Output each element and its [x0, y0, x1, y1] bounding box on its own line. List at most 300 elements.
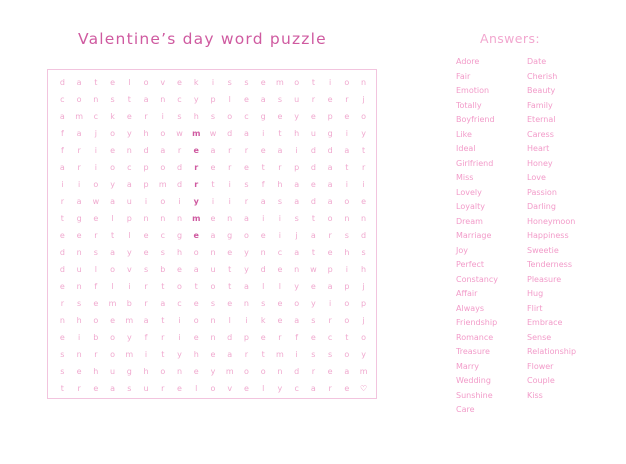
grid-letter: y [361, 128, 366, 138]
grid-letter: e [310, 333, 316, 343]
grid-letter: n [160, 94, 166, 104]
grid-letter: l [128, 77, 131, 87]
grid-letter: i [178, 316, 181, 326]
grid-letter: c [127, 162, 132, 172]
grid-letter: o [344, 77, 350, 87]
grid-letter: e [260, 333, 266, 343]
grid-letter: o [110, 128, 116, 138]
grid-letter: t [311, 247, 315, 257]
grid-letter: r [361, 162, 366, 172]
grid-letter: e [327, 94, 333, 104]
grid-letter: k [193, 77, 199, 87]
grid-letter: i [362, 179, 365, 189]
answer-word: Loyalty [456, 202, 485, 211]
grid-letter: y [177, 350, 182, 360]
grid-letter: g [227, 230, 233, 240]
grid-letter: e [177, 77, 182, 87]
grid-letter: a [327, 179, 333, 189]
grid-letter: v [227, 384, 233, 394]
heart-icon: ♡ [360, 384, 368, 394]
grid-letter: d [176, 162, 183, 172]
grid-letter: a [227, 350, 233, 360]
answer-word: Miss [456, 173, 474, 182]
grid-letter: a [327, 282, 333, 292]
grid-letter: i [262, 213, 265, 223]
grid-letter: d [143, 145, 149, 155]
grid-letter: m [125, 350, 134, 360]
grid-letter: y [361, 350, 366, 360]
answer-word: Hug [527, 289, 544, 298]
grid-row [54, 159, 372, 176]
grid-letter: i [262, 128, 265, 138]
letter-grid [54, 74, 372, 398]
answers-heading: Answers: [480, 31, 540, 46]
answers-list-left [456, 55, 498, 418]
grid-letter: o [110, 162, 116, 172]
grid-letter: g [76, 213, 82, 223]
grid-letter: a [310, 384, 316, 394]
grid-letter: f [94, 282, 98, 292]
grid-letter: s [311, 350, 316, 360]
grid-letter: o [260, 367, 266, 377]
grid-letter: y [244, 247, 249, 257]
answer-word: Darling [527, 202, 556, 211]
grid-letter: e [327, 247, 333, 257]
grid-row [54, 227, 372, 244]
grid-letter: r [328, 230, 332, 240]
grid-letter: i [144, 196, 148, 206]
answer-word: Marry [456, 361, 479, 371]
grid-letter: o [110, 265, 116, 275]
grid-letter: m [276, 350, 284, 360]
grid-letter: n [76, 350, 82, 360]
answer-word: Marriage [456, 231, 492, 240]
grid-letter: r [144, 299, 148, 309]
grid-letter: a [110, 384, 116, 394]
grid-letter: a [310, 230, 316, 240]
answer-word: Emotion [456, 86, 490, 95]
grid-letter: d [227, 128, 233, 138]
grid-letter: r [194, 162, 199, 172]
answer-word: Relationship [527, 347, 577, 356]
grid-letter: i [278, 230, 282, 240]
grid-letter: o [210, 282, 216, 292]
grid-letter: y [294, 111, 300, 121]
grid-letter: e [59, 333, 65, 343]
grid-letter: b [126, 299, 132, 309]
grid-letter: e [76, 367, 82, 377]
grid-letter: a [294, 247, 300, 257]
answer-word: Like [456, 129, 472, 139]
grid-letter: t [161, 282, 165, 292]
grid-letter: p [361, 299, 367, 309]
grid-letter: o [210, 384, 216, 394]
grid-letter: t [60, 384, 64, 394]
grid-letter: a [160, 145, 166, 155]
grid-letter: d [310, 162, 316, 172]
grid-letter: d [310, 196, 316, 206]
grid-letter: t [211, 179, 215, 189]
grid-letter: e [110, 145, 116, 155]
grid-letter: a [294, 316, 300, 326]
grid-letter: e [260, 77, 266, 87]
grid-row [54, 142, 372, 159]
grid-letter: o [344, 196, 350, 206]
grid-letter: h [143, 367, 149, 377]
grid-letter: s [294, 213, 299, 223]
grid-row [54, 125, 372, 142]
grid-letter: s [110, 94, 115, 104]
grid-letter: d [260, 265, 266, 275]
grid-letter: n [160, 213, 166, 223]
grid-letter: i [329, 77, 332, 87]
grid-row [54, 364, 372, 381]
grid-letter: c [60, 94, 65, 104]
grid-letter: c [160, 230, 165, 240]
grid-letter: r [77, 162, 81, 172]
answer-word: Couple [527, 376, 555, 385]
grid-letter: y [126, 333, 132, 343]
grid-row [54, 347, 372, 364]
grid-letter: h [361, 265, 367, 275]
grid-letter: i [329, 299, 332, 309]
grid-letter: o [361, 333, 367, 343]
grid-letter: l [228, 316, 231, 326]
grid-letter: o [243, 367, 249, 377]
grid-letter: a [126, 179, 132, 189]
answer-word: Beauty [527, 86, 556, 95]
grid-letter: i [178, 333, 181, 343]
grid-letter: o [143, 77, 149, 87]
grid-letter: o [227, 111, 233, 121]
answer-word: Constancy [456, 274, 498, 284]
grid-letter: s [60, 367, 65, 377]
grid-letter: a [260, 196, 266, 206]
grid-row [54, 244, 372, 261]
grid-letter: i [211, 77, 215, 87]
grid-letter: a [59, 111, 65, 121]
grid-letter: j [295, 230, 298, 240]
grid-letter: l [278, 282, 282, 292]
answer-word: Friendship [456, 318, 498, 327]
grid-letter: l [228, 94, 231, 104]
grid-letter: r [244, 350, 249, 360]
grid-letter: i [77, 179, 81, 189]
grid-letter: e [177, 384, 182, 394]
grid-letter: r [94, 350, 98, 360]
answer-word: Affair [456, 289, 478, 298]
grid-letter: t [261, 162, 265, 172]
grid-letter: g [126, 367, 132, 377]
grid-letter: t [311, 77, 315, 87]
grid-letter: p [126, 213, 132, 223]
grid-letter: i [228, 196, 231, 206]
answer-word: Adore [456, 57, 480, 66]
grid-letter: b [93, 333, 99, 343]
grid-letter: e [59, 230, 65, 240]
grid-letter: o [93, 179, 99, 189]
grid-letter: h [93, 367, 99, 377]
grid-letter: v [160, 77, 166, 87]
grid-letter: r [311, 94, 316, 104]
grid-letter: m [192, 128, 201, 138]
grid-letter: h [76, 316, 82, 326]
grid-row [54, 313, 372, 330]
grid-letter: a [76, 196, 82, 206]
grid-letter: e [110, 316, 116, 326]
grid-letter: a [110, 196, 116, 206]
grid-letter: r [161, 333, 165, 343]
grid-letter: i [278, 213, 282, 223]
grid-letter: g [327, 128, 333, 138]
grid-letter: e [227, 299, 233, 309]
grid-letter: n [210, 247, 216, 257]
grid-letter: i [161, 111, 164, 121]
answer-word: Lovely [456, 187, 482, 197]
grid-letter: m [359, 367, 368, 377]
grid-letter: r [77, 145, 81, 155]
grid-letter: d [59, 265, 65, 275]
grid-letter: t [228, 282, 232, 292]
grid-letter: m [276, 77, 284, 87]
grid-letter: o [344, 350, 350, 360]
grid-letter: e [277, 316, 283, 326]
grid-letter: e [277, 265, 283, 275]
grid-letter: h [176, 247, 183, 257]
grid-letter: j [362, 94, 365, 104]
grid-letter: m [192, 213, 201, 223]
grid-letter: e [143, 230, 149, 240]
grid-letter: s [328, 350, 333, 360]
grid-letter: s [361, 247, 366, 257]
answer-word: Kiss [527, 390, 543, 400]
grid-letter: j [362, 316, 365, 326]
grid-letter: o [193, 247, 199, 257]
grid-letter: n [176, 213, 183, 223]
grid-letter: a [143, 316, 149, 326]
grid-letter: o [160, 367, 166, 377]
grid-letter: t [161, 350, 165, 360]
grid-letter: s [244, 77, 249, 87]
grid-letter: s [277, 94, 282, 104]
grid-letter: e [361, 196, 367, 206]
grid-letter: g [176, 230, 183, 240]
grid-letter: n [227, 213, 233, 223]
grid-letter: i [94, 162, 97, 172]
grid-row [54, 262, 372, 279]
grid-letter: e [243, 94, 249, 104]
grid-letter: a [210, 230, 216, 240]
grid-letter: j [362, 282, 365, 292]
grid-letter: e [93, 384, 99, 394]
answer-word: Sunshine [456, 390, 493, 400]
grid-letter: o [76, 94, 82, 104]
grid-letter: l [94, 265, 97, 275]
grid-letter: p [143, 179, 149, 189]
grid-letter: h [277, 179, 283, 189]
grid-letter: g [260, 111, 266, 121]
grid-letter: s [210, 111, 216, 121]
grid-letter: e [260, 145, 266, 155]
grid-letter: e [110, 77, 116, 87]
grid-letter: a [193, 265, 199, 275]
grid-letter: u [76, 265, 82, 275]
answer-word: Caress [527, 129, 554, 139]
grid-letter: i [77, 333, 81, 343]
grid-letter: o [294, 77, 300, 87]
grid-letter: s [77, 299, 82, 309]
grid-letter: y [110, 179, 115, 189]
page-title: Valentine’s day word puzzle [78, 30, 327, 48]
grid-letter: r [244, 145, 249, 155]
grid-letter: e [344, 111, 350, 121]
grid-letter: t [194, 282, 198, 292]
grid-letter: i [144, 350, 148, 360]
grid-letter: e [344, 384, 350, 394]
grid-letter: o [110, 333, 116, 343]
grid-letter: w [176, 128, 183, 138]
grid-letter: n [76, 247, 82, 257]
grid-letter: n [126, 145, 132, 155]
grid-letter: r [194, 179, 199, 189]
grid-letter: m [108, 299, 117, 309]
answer-word: Date [527, 57, 547, 66]
grid-letter: f [60, 145, 64, 155]
grid-letter: e [210, 162, 216, 172]
grid-letter: d [176, 179, 183, 189]
grid-letter: t [345, 162, 349, 172]
grid-row [54, 296, 372, 313]
grid-letter: d [59, 77, 65, 87]
answer-word: Treasure [456, 347, 490, 356]
grid-letter: d [294, 367, 300, 377]
answer-word: Embrace [527, 318, 563, 327]
answer-word: Passion [527, 187, 557, 197]
grid-letter: s [261, 299, 266, 309]
answer-word: Fair [456, 71, 471, 81]
grid-letter: t [362, 145, 366, 155]
grid-letter: t [94, 77, 98, 87]
grid-letter: t [311, 213, 315, 223]
grid-letter: n [344, 213, 350, 223]
grid-letter: l [111, 282, 114, 292]
grid-letter: h [143, 128, 149, 138]
answer-word: Flower [527, 361, 554, 371]
grid-letter: s [277, 196, 282, 206]
grid-letter: r [278, 333, 282, 343]
grid-letter: o [344, 299, 350, 309]
grid-letter: y [193, 196, 199, 206]
grid-letter: i [128, 282, 131, 292]
grid-letter: p [243, 333, 249, 343]
grid-letter: p [210, 94, 216, 104]
grid-letter: a [76, 128, 82, 138]
grid-letter: a [76, 77, 82, 87]
grid-letter: k [110, 111, 115, 121]
grid-letter: a [260, 94, 266, 104]
grid-letter: r [345, 94, 349, 104]
grid-letter: u [294, 94, 300, 104]
grid-letter: i [94, 145, 97, 155]
grid-letter: i [345, 265, 348, 275]
grid-letter: e [177, 265, 182, 275]
grid-letter: a [277, 145, 283, 155]
grid-letter: t [228, 265, 232, 275]
grid-letter: s [311, 316, 316, 326]
grid-letter: l [262, 282, 265, 292]
grid-letter: w [209, 128, 217, 138]
grid-letter: a [294, 196, 300, 206]
grid-letter: c [244, 111, 249, 121]
grid-letter: r [278, 162, 282, 172]
grid-letter: e [93, 299, 99, 309]
grid-letter: e [327, 367, 333, 377]
grid-letter: r [144, 111, 148, 121]
grid-letter: o [160, 196, 166, 206]
grid-letter: i [61, 179, 64, 189]
grid-letter: r [328, 316, 332, 326]
grid-letter: o [344, 316, 350, 326]
grid-letter: s [244, 179, 249, 189]
grid-letter: n [243, 299, 249, 309]
grid-letter: y [126, 247, 132, 257]
grid-letter: a [143, 94, 149, 104]
grid-letter: o [160, 128, 166, 138]
grid-letter: r [60, 299, 65, 309]
grid-row [54, 108, 372, 125]
grid-letter: i [295, 350, 298, 360]
grid-letter: k [260, 316, 266, 326]
answer-word: Romance [456, 332, 494, 342]
grid-letter: o [243, 230, 249, 240]
grid-letter: e [93, 213, 99, 223]
grid-letter: d [327, 145, 333, 155]
grid-letter: i [228, 179, 231, 189]
grid-letter: l [128, 230, 131, 240]
grid-letter: n [361, 77, 367, 87]
grid-letter: n [260, 247, 266, 257]
grid-letter: e [126, 111, 132, 121]
grid-row [54, 381, 372, 398]
grid-row [54, 74, 372, 91]
grid-letter: e [143, 247, 149, 257]
answer-word: Totally [456, 100, 482, 110]
answer-word: Honey [527, 158, 553, 168]
grid-letter: i [295, 145, 298, 155]
grid-letter: t [261, 350, 265, 360]
grid-letter: r [177, 145, 182, 155]
grid-letter: e [210, 213, 216, 223]
grid-letter: y [277, 384, 283, 394]
answer-word: Flirt [527, 303, 543, 313]
grid-letter: s [344, 230, 349, 240]
grid-letter: n [93, 94, 99, 104]
grid-letter: r [94, 230, 98, 240]
grid-letter: e [227, 247, 233, 257]
grid-letter: o [93, 316, 99, 326]
grid-letter: y [193, 94, 199, 104]
grid-letter: p [344, 282, 350, 292]
grid-letter: n [294, 265, 300, 275]
grid-letter: y [311, 299, 316, 309]
grid-letter: n [277, 367, 283, 377]
grid-letter: e [277, 111, 283, 121]
grid-letter: o [110, 350, 116, 360]
grid-letter: n [59, 316, 65, 326]
grid-letter: i [211, 196, 215, 206]
grid-letter: n [210, 316, 216, 326]
grid-letter: s [227, 77, 232, 87]
